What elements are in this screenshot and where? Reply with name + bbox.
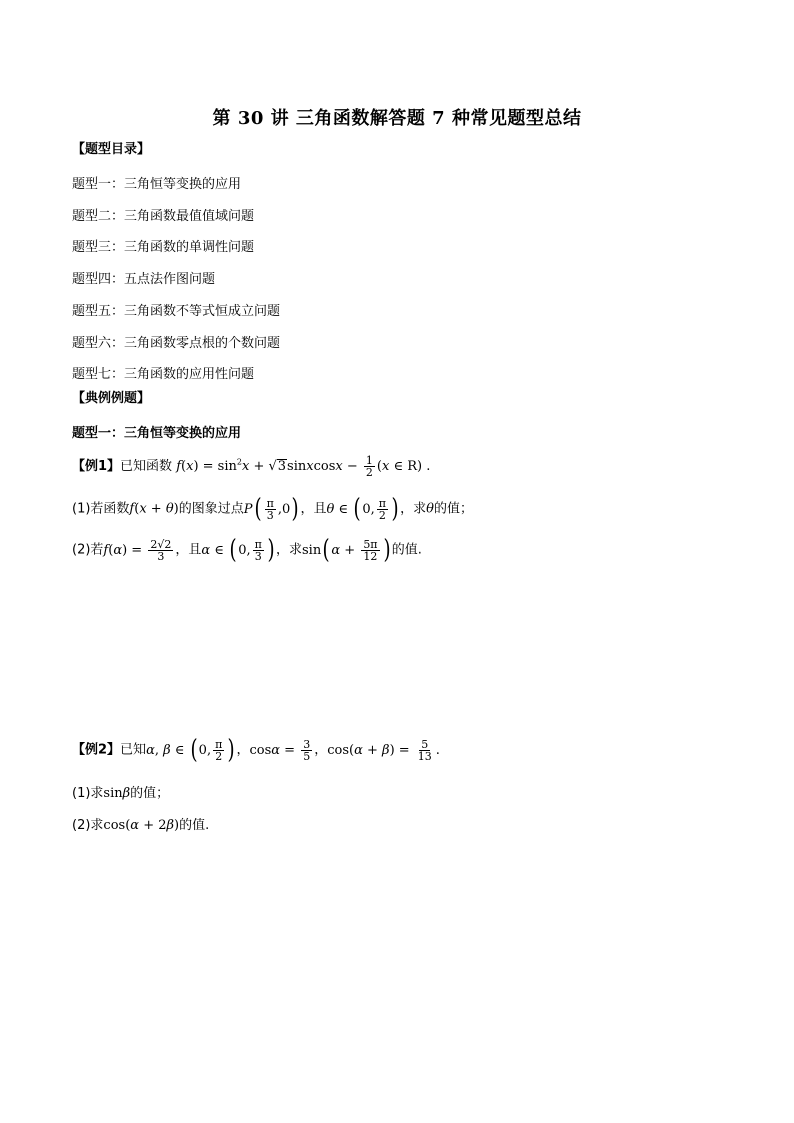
example2-question2: (2)求cos(α + 2β)的值. xyxy=(72,818,210,833)
toc-item-4: 题型四：五点法作图问题 xyxy=(72,272,216,287)
toc-item-1: 题型一：三角恒等变换的应用 xyxy=(72,177,242,192)
example1-question1: (1)若函数f(x + θ)的图象过点P( $\frac{\pi}{3}$ ,0) ，且θ ∈ ( 0, $\frac{\pi}{2}$ ) ，求θ的值； xyxy=(72,494,473,524)
toc-item-6: 题型六：三角函数零点根的个数问题 xyxy=(72,336,281,351)
example1-statement xyxy=(72,455,430,478)
example2-statement: 【例2】已知α, β ∈ ( 0, $\frac{\pi}{2}$ ) ，cosα = $\frac{3}{5}$ ，cos(α + β) = $\frac{5}{13}$ . xyxy=(72,735,440,765)
toc-item-5: 题型五：三角函数不等式恒成立问题 xyxy=(72,304,281,319)
example1-intro: 已知函数 xyxy=(120,459,173,474)
example2-question1: (1)求sinβ的值； xyxy=(72,786,170,801)
toc-item-2: 题型二：三角函数最值值域问题 xyxy=(72,209,255,224)
toc-item-7: 题型七：三角函数的应用性问题 xyxy=(72,367,255,382)
page-title: 第 30 讲 三角函数解答题 7 种常见题型总结 xyxy=(212,108,582,129)
example1-label: 【例1】 xyxy=(72,459,121,474)
toc-heading: 【题型目录】 xyxy=(72,142,151,157)
example1-question2: (2)若f(α) = $\frac{2√2}{3}$ ，且α ∈ ( 0, $\frac{\pi}{3}$ ) ，求sin( α + $\frac{5\pi}{12}$ ) 的值. xyxy=(72,535,422,565)
section1-heading: 题型一：三角恒等变换的应用 xyxy=(72,426,242,441)
example1-formula: $f(x) = \sin^2x$ + √3sinxcosx − $\frac{1}{2}$ (x ∈ R) . xyxy=(176,454,431,479)
examples-heading: 【典例例题】 xyxy=(72,391,151,406)
example2-label: 【例2】 xyxy=(72,742,121,758)
toc-item-3: 题型三：三角函数的单调性问题 xyxy=(72,240,255,255)
